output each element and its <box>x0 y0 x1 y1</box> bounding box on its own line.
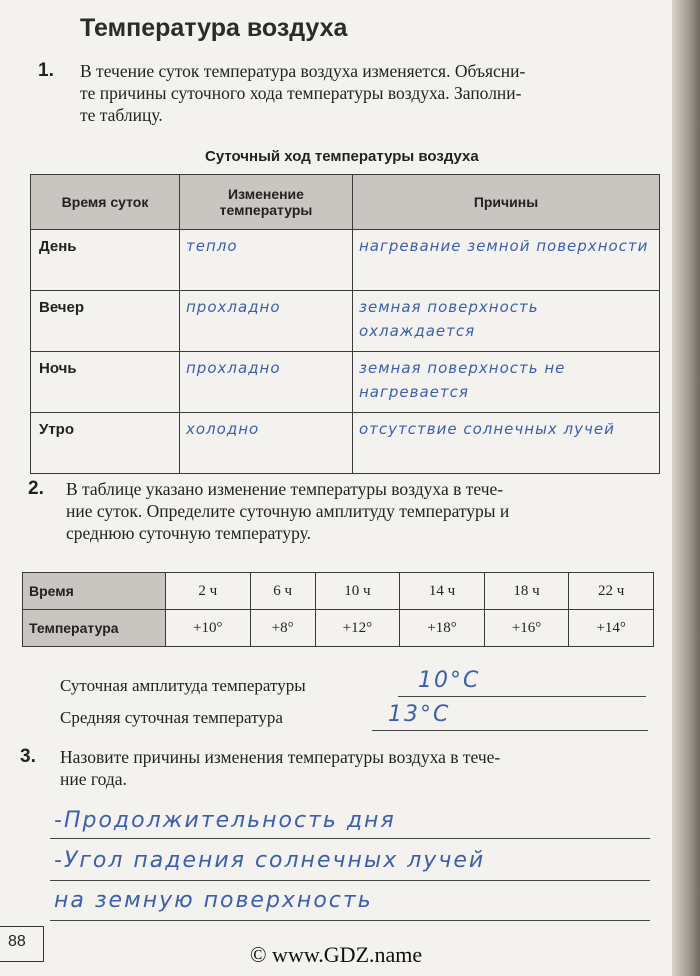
amplitude-answer[interactable]: 10°С <box>418 668 481 693</box>
page-title: Температура воздуха <box>80 14 348 42</box>
q3-answer-3[interactable]: на земную поверхность <box>54 888 373 913</box>
question-1-line-1: В течение суток температура воздуха изменяется. Объясни- <box>80 61 526 81</box>
time-cell: 14 ч <box>400 573 485 610</box>
question-2-line-2: ние суток. Определите суточную амплитуду температуры и <box>66 501 510 521</box>
row-reason[interactable]: нагревание земной поверхности <box>353 230 660 291</box>
answer-line-3 <box>50 920 650 921</box>
row-change[interactable]: холодно <box>180 413 353 474</box>
temperature-row <box>23 610 654 647</box>
row-reason[interactable]: отсутствие солнечных лучей <box>353 413 660 474</box>
question-1-number: 1. <box>38 60 54 81</box>
table-header-row <box>31 175 660 230</box>
amplitude-label: Суточная амплитуда температуры <box>60 676 306 695</box>
row-reason[interactable]: земная поверхность охлаждается <box>353 291 660 352</box>
page-number: 88 <box>0 926 44 962</box>
answer-line-1 <box>50 838 650 839</box>
header-reasons: Причины <box>353 175 660 230</box>
time-row <box>23 573 654 610</box>
row-change[interactable]: прохладно <box>180 352 353 413</box>
table-row <box>31 291 660 352</box>
temperature-cell: +14° <box>569 610 654 647</box>
header-time: Время суток <box>31 175 180 230</box>
row-reason[interactable]: земная поверхность не нагревается <box>353 352 660 413</box>
question-3-number: 3. <box>20 746 36 767</box>
time-cell: 18 ч <box>484 573 569 610</box>
table-1-caption: Суточный ход температуры воздуха <box>205 148 479 165</box>
question-2-line-1: В таблице указано изменение температуры воздуха в тече- <box>66 479 504 499</box>
header-change: Изменение температуры <box>180 175 353 230</box>
temperature-cell: +8° <box>250 610 315 647</box>
question-1-text <box>80 60 525 126</box>
amplitude-answer-line <box>398 696 646 697</box>
watermark: © www.GDZ.name <box>249 942 423 967</box>
time-cell: 2 ч <box>166 573 251 610</box>
row-time: Ночь <box>31 352 180 413</box>
time-cell: 22 ч <box>569 573 654 610</box>
temperature-row-label: Температура <box>23 610 166 647</box>
table-row <box>31 413 660 474</box>
mean-label: Средняя суточная температура <box>60 708 283 727</box>
row-time: Вечер <box>31 291 180 352</box>
table-row <box>31 230 660 291</box>
q3-answer-1[interactable]: -Продолжительность дня <box>54 808 396 833</box>
mean-answer-line <box>372 730 648 731</box>
table-row <box>31 352 660 413</box>
row-change[interactable]: тепло <box>180 230 353 291</box>
time-cell: 10 ч <box>315 573 400 610</box>
question-2-number: 2. <box>28 478 44 499</box>
row-time: День <box>31 230 180 291</box>
book-spine-shadow <box>672 0 700 976</box>
temperature-readings-table <box>22 572 654 647</box>
time-cell: 6 ч <box>250 573 315 610</box>
question-3-text <box>60 746 500 790</box>
row-change[interactable]: прохладно <box>180 291 353 352</box>
question-1-line-3: те таблицу. <box>80 105 163 125</box>
temperature-cell: +12° <box>315 610 400 647</box>
daily-temperature-table <box>30 174 660 474</box>
question-2-line-3: среднюю суточную температуру. <box>66 523 311 543</box>
mean-answer[interactable]: 13°С <box>388 702 451 727</box>
temperature-cell: +18° <box>400 610 485 647</box>
answer-line-2 <box>50 880 650 881</box>
question-3-line-2: ние года. <box>60 769 127 789</box>
time-row-label: Время <box>23 573 166 610</box>
question-2-text <box>66 478 509 544</box>
temperature-cell: +16° <box>484 610 569 647</box>
question-3-line-1: Назовите причины изменения температуры воздуха в тече- <box>60 747 501 767</box>
row-time: Утро <box>31 413 180 474</box>
question-1-line-2: те причины суточного хода температуры воздуха. Заполни- <box>80 83 522 103</box>
q3-answer-2[interactable]: -Угол падения солнечных лучей <box>54 848 486 873</box>
temperature-cell: +10° <box>166 610 251 647</box>
